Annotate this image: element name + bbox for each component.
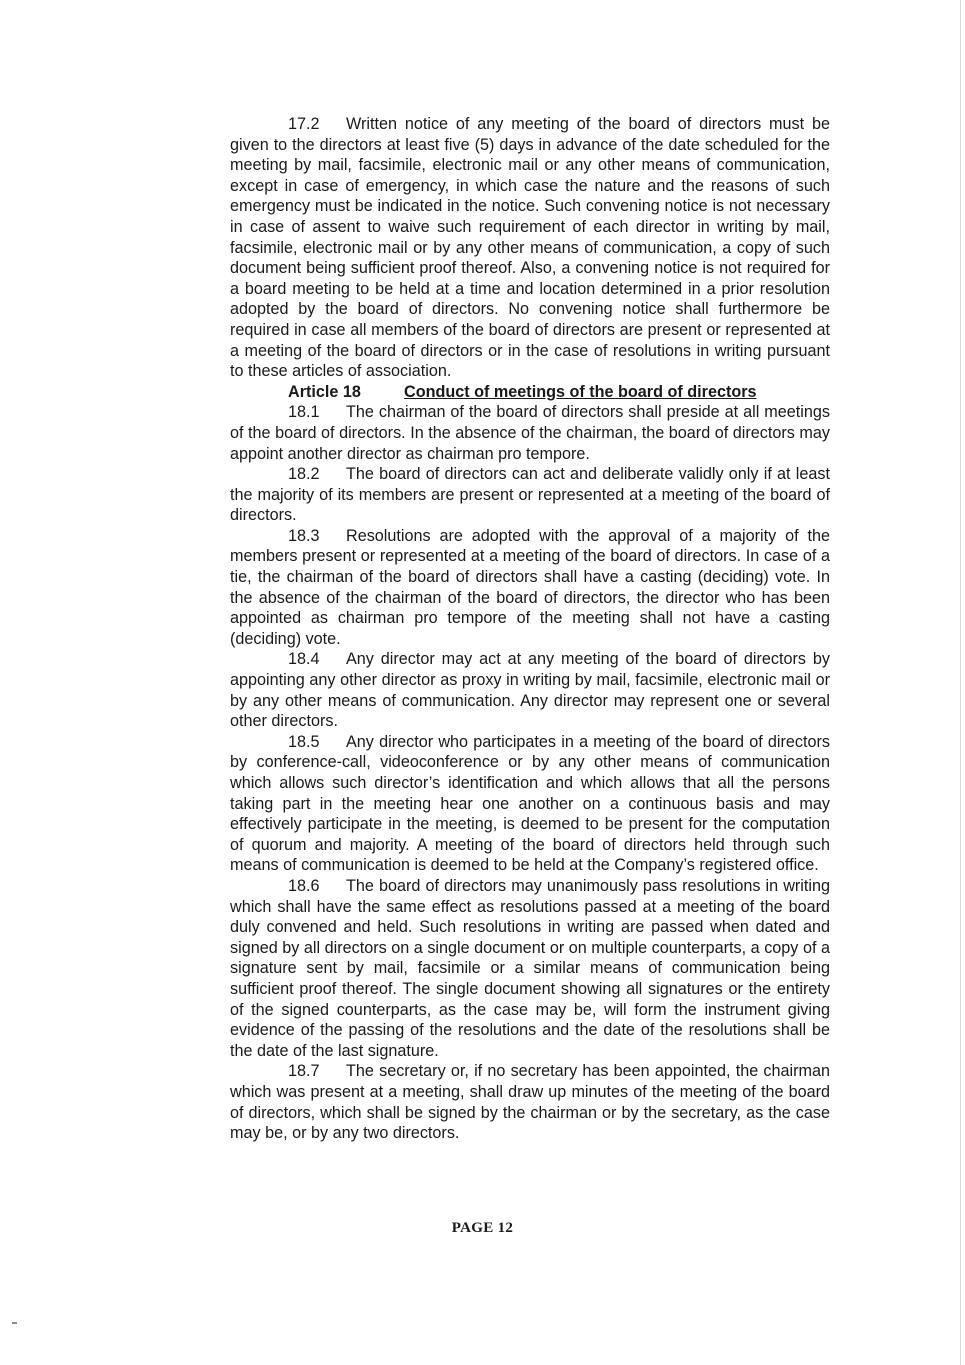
document-body: [230, 114, 830, 1144]
page-edge-shadow: [960, 0, 961, 1365]
clause-text: Any director who participates in a meeting of the board of directors by conference-call, videoconference or by any other means of communication which allows such director’s identification and which allows that all the persons taking part in the meeting hear one another on a continuous basis and may effectively participate in the meeting, is deemed to be present for the computation of quorum and majority. A meeting of the board of directors held through such means of communication is deemed to be held at the Company’s registered office.: [230, 732, 830, 875]
clause-text: Resolutions are adopted with the approval of a majority of the members present or represented at a meeting of the board of directors. In case of a tie, the chairman of the board of directors shall have a casting (deciding) vote. In the absence of the chairman of the board of directors, the director who has been appointed as chairman pro tempore of the meeting shall not have a casting (deciding) vote.: [230, 526, 830, 648]
clause-18-7: [230, 1061, 830, 1143]
clause-number: 18.4: [288, 650, 320, 669]
clause-text: Written notice of any meeting of the board of directors must be given to the directors at least five (5) days in advance of the date scheduled for the meeting by mail, facsimile, electronic mail or any other means of communication, except in case of emergency, in which case the nature and the reasons of such emergency must be indicated in the notice. Such convening notice is not necessary in case of assent to waive such requirement of each director in writing by mail, facsimile, electronic mail or by any other means of communication, a copy of such document being sufficient proof thereof. Also, a convening notice is not required for a board meeting to be held at a time and location determined in a prior resolution adopted by the board of directors. No convening notice shall furthermore be required in case all members of the board of directors are present or represented at a meeting of the board of directors or in the case of resolutions in writing pursuant to these articles of association.: [230, 115, 830, 381]
clause-number: 18.2: [288, 465, 320, 484]
clause-18-5: [230, 732, 830, 876]
clause-text: The board of directors can act and deliberate validly only if at least the majority of its members are present or represented at a meeting of the board of directors.: [230, 465, 830, 525]
page-number: PAGE 12: [451, 1220, 514, 1236]
clause-18-1: [230, 402, 830, 464]
scan-mark: [12, 1322, 17, 1324]
clause-18-3: [230, 526, 830, 650]
article-heading: [230, 382, 830, 403]
clause-text: The chairman of the board of directors shall preside at all meetings of the board of directors. In the absence of the chairman, the board of directors may appoint another director as chairman pro tempore.: [230, 403, 830, 463]
clause-number: 18.1: [288, 403, 320, 422]
clause-text: The board of directors may unanimously pass resolutions in writing which shall have the same effect as resolutions passed at a meeting of the board duly convened and held. Such resolutions in writing are passed when dated and signed by all directors on a single document or on multiple counterparts, a copy of a signature sent by mail, facsimile or a similar means of communication being sufficient proof thereof. The single document showing all signatures or the entirety of the signed counterparts, as the case may be, will form the instrument giving evidence of the passing of the resolutions and the date of the resolutions shall be the date of the last signature.: [230, 876, 830, 1060]
article-label: Article 18: [288, 382, 361, 401]
clause-number: 17.2: [288, 115, 320, 133]
clause-number: 18.5: [288, 732, 320, 751]
clause-number: 18.6: [288, 876, 320, 895]
article-title: Conduct of meetings of the board of directors: [404, 382, 757, 401]
clause-18-6: [230, 876, 830, 1061]
clause-text: The secretary or, if no secretary has been appointed, the chairman which was present at a meeting, shall draw up minutes of the meeting of the board of directors, which shall be signed by the chairman or by the secretary, as the case may be, or by any two directors.: [230, 1062, 830, 1143]
clause-text: Any director may act at any meeting of the board of directors by appointing any other director as proxy in writing by mail, facsimile, electronic mail or by any other means of communication. Any director may represent one or several other directors.: [230, 650, 830, 731]
clause-17-2: [230, 114, 830, 382]
clause-18-2: [230, 464, 830, 526]
clause-number: 18.3: [288, 526, 320, 545]
clause-number: 18.7: [288, 1062, 320, 1081]
clause-18-4: [230, 649, 830, 731]
